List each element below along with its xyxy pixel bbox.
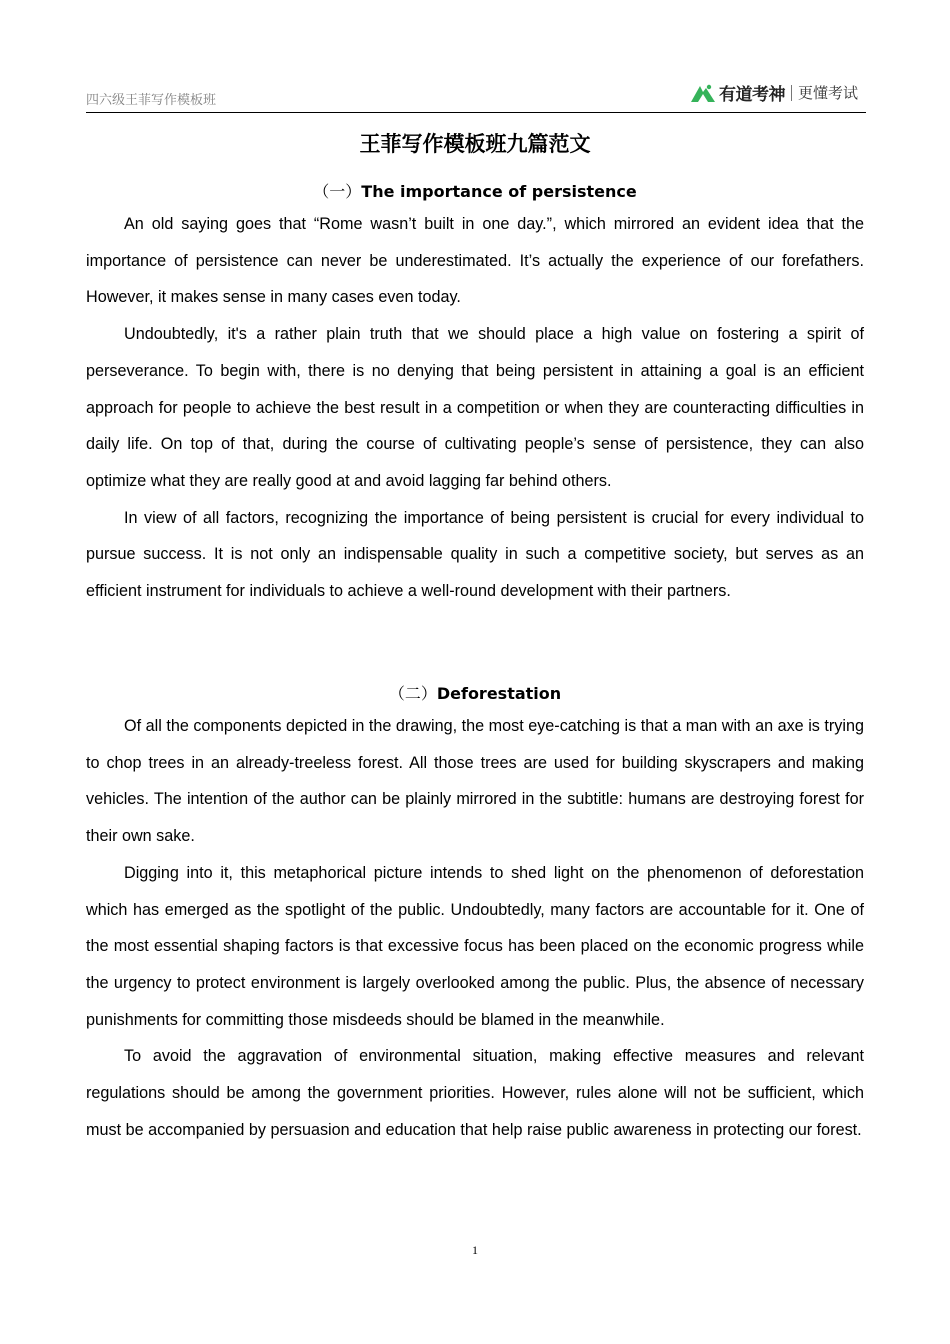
page-header: [86, 78, 866, 113]
brand-name: 有道考神: [718, 85, 785, 105]
paragraph: Digging into it, this metaphorical picture intends to shed light on the phenomenon of deforestation which has emerged as the spotlight of the public. Undoubtedly, many factors are accountable for it. One of the most essential shaping factors is that excessive focus has been placed on the economic progress while the urgency to protect environment is largely overlooked among the public. Plus, the absence of necessary punishments for committing those misdeeds should be blamed in the meanwhile.: [86, 863, 864, 1029]
section-1-title: The importance of persistence: [361, 182, 637, 201]
document-title: 王菲写作模板班九篇范文: [359, 132, 591, 156]
paragraph: In view of all factors, recognizing the importance of being persistent is crucial for every individual to pursue success. It is not only an indispensable quality in such a competitive society, but serves as an efficient instrument for individuals to achieve a well-round development with their partners.: [86, 508, 864, 601]
section-1-body: [86, 206, 864, 610]
section-1-heading: [0, 179, 950, 202]
brand-divider: [791, 85, 792, 101]
section-2-number: （二）: [388, 684, 437, 703]
paragraph: Of all the components depicted in the drawing, the most eye-catching is that a man with an axe is trying to chop trees in an already-treeless forest. All those trees are used for building skyscrapers and making vehicles. The intention of the author can be plainly mirrored in the subtitle: humans are destroying forest for their own sake.: [86, 717, 864, 846]
paragraph: Undoubtedly, it's a rather plain truth that we should place a high value on fostering a spirit of perseverance. To begin with, there is no denying that being persistent in attaining a goal is an efficient approach for people to achieve the best result in a competition or when they are counteracting difficulties in daily life. On top of that, during the course of cultivating people’s sense of persistence, they can also optimize what they are really good at and avoid lagging far behind others.: [86, 325, 864, 490]
brand-logo-icon: [690, 83, 716, 103]
brand-logo: [690, 80, 858, 105]
section-2-body: [86, 708, 864, 1148]
section-2-heading: [0, 681, 950, 704]
paragraph: To avoid the aggravation of environmental situation, making effective measures and relevant regulations should be among the government priorities. However, rules alone will not be sufficient, which must be accompanied by persuasion and education that help raise public awareness in protecting our forest.: [86, 1047, 864, 1139]
section-1-number: （一）: [313, 182, 362, 201]
page-number: 1: [472, 1243, 478, 1257]
section-2-title: Deforestation: [436, 684, 562, 703]
header-course-name: 四六级王菲写作模板班: [86, 93, 217, 108]
paragraph: An old saying goes that “Rome wasn’t built in one day.”, which mirrored an evident idea that the importance of persistence can never be underestimated. It’s actually the experience of our forefathers. However, it makes sense in many cases even today.: [86, 215, 864, 307]
brand-slogan: 更懂考试: [797, 84, 858, 102]
